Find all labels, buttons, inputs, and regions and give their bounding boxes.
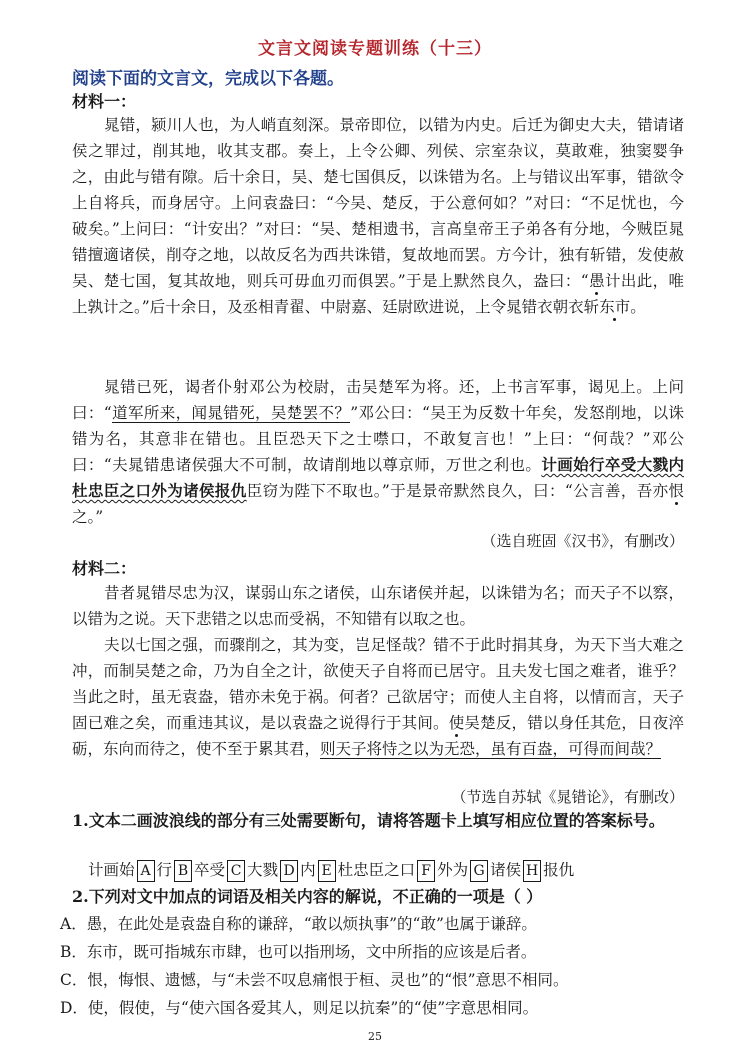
material1-paragraph-1 [72, 112, 684, 320]
segment-text: 内 [300, 861, 316, 879]
material2-paragraph-1: 昔者晁错尽忠为汉，谋弱山东之诸侯，山东诸侯并起，以诛错为名；而天子不以察，以错为之说。天下悲错之以忠而受祸，不知错有以取之也。 [72, 584, 684, 628]
text-run: 晁错已死，谒者仆射邓公为校尉，击吴楚军为将。还，上书言军事，谒见上。上问曰：“ [72, 378, 684, 422]
dotted-word: 愚 [588, 272, 605, 290]
segmentation-boxes [88, 858, 574, 882]
text-run: 晁错，颍川人也，为人峭直刻深。景帝即位，以错为内史。后迁为御史大夫，错请诸侯之罪过，削其地，收其支郡。奏上，上令公卿、列侯、宗室杂议，莫敢难，独窦婴争之，由此与错有隙。后十余日，吴、楚七国俱反，以诛错为名。上与错议出军事，错欲令上自将兵，而身居守。上问袁盎曰：“今吴、楚反，于公意何如？”对曰：“不足忧也，今破矣。”上问曰：“计安出？”对曰：“吴、楚相遗书，言高皇帝王子弟各有分地，今贼臣晁错擅適诸侯，削夺之地，以故反名为西共诛错，复故地而罢。方今计，独有斩错，发使赦吴、楚七国，复其故地，则兵可毋血刃而俱罢。”于是上默然良久，盎曰：“ [72, 116, 684, 290]
option-d[interactable]: D．使，假使，与“使六国各爱其人，则足以抗秦”的“使”字意思相同。 [60, 999, 539, 1017]
text-run: 夫以七国之强，而骤削之，其为变，岂足怪哉？错不于此时捐其身，为天下当大难之冲，而制吴楚之命，乃为自全之计，欲使天子自将而已居守。且夫发七国之难者，谁乎？当此之时，虽无袁盎，错亦未免于祸。何者？己欲居守；而使人主自将，以情而言，天子固已难之矣，而重违其议，是以袁盎之说得行于其间。 [72, 636, 684, 732]
material1-paragraph-2 [72, 374, 684, 530]
option-c[interactable]: C．恨，悔恨、遗憾，与“未尝不叹息痛恨于桓、灵也”的“恨”意思不相同。 [60, 971, 569, 989]
answer-box-f[interactable]: F [417, 860, 435, 882]
page-title: 文言文阅读专题训练（十三） [258, 39, 492, 59]
instruction: 阅读下面的文言文，完成以下各题。 [72, 69, 344, 89]
answer-box-e[interactable]: E [318, 860, 336, 882]
dotted-word: 使 [448, 714, 465, 732]
text-run: 之。” [72, 508, 104, 526]
underlined-text: 道军所来，闻晁错死，吴楚罢不？ [111, 404, 351, 422]
text-run: 吴楚反，错以身任其危，日夜淬砺，东向而待之，使不至于累其君， [72, 714, 684, 758]
text-run: 计出此，唯上孰计之。”后十余日，及丞相青翟、中尉嘉、廷尉欧进说，上令晁错衣朝衣斩 [72, 272, 684, 316]
material1-heading: 材料一： [72, 92, 137, 111]
segment-text: 杜忠臣之口 [337, 861, 416, 879]
material2-source: （节选自苏轼《晁错论》，有删改） [451, 788, 684, 806]
option-b[interactable]: B．东市，既可指城东市肆，也可以指刑场，文中所指的应该是后者。 [60, 943, 537, 961]
segment-text: 外为 [437, 861, 469, 879]
material2-paragraph-2 [72, 632, 684, 762]
segment-text: 计画始 [88, 861, 135, 879]
underlined-text: 则天子将恃之以为无恐，虽有百盎，可得而间哉？ [320, 740, 662, 758]
page-number: 25 [368, 1030, 382, 1043]
segment-text: 卒受 [194, 861, 226, 879]
answer-box-a[interactable]: A [137, 860, 155, 882]
text-run: 。 [630, 298, 646, 316]
option-a[interactable]: A．愚，在此处是袁盎自称的谦辞，“敢以烦执事”的“敢”也属于谦辞。 [60, 915, 537, 933]
text-run: 臣窃为陛下不取也。”于是景帝默然良久，曰：“公言善，吾亦 [246, 482, 669, 500]
segment-text: 大戮 [247, 861, 279, 879]
answer-box-d[interactable]: D [280, 860, 298, 882]
material1-source: （选自班固《汉书》，有删改） [481, 532, 684, 550]
answer-box-b[interactable]: B [174, 860, 192, 882]
wavy-underlined-text: 计画始行卒受大戮内杜忠臣之口外为诸侯报仇 [72, 455, 684, 500]
dotted-word: 恨 [668, 482, 684, 500]
segment-text: 诸侯 [490, 861, 522, 879]
segment-text: 行 [156, 861, 173, 879]
answer-box-c[interactable]: C [227, 860, 245, 882]
segment-text: 报仇 [543, 861, 575, 879]
material2-heading: 材料二： [72, 559, 137, 578]
dotted-word: 东市 [599, 298, 631, 316]
answer-box-g[interactable]: G [470, 860, 488, 882]
text-run: ”邓公曰：“吴王为反数十年矣，发怒削地，以诛错为名，其意非在错也。且臣恐天下之士噤口，不敢复言也！”上曰：“何哉？”邓公曰：“夫晁错患诸侯强大不可制，故请削地以尊京师，万世之利也。 [72, 404, 684, 474]
answer-box-h[interactable]: H [523, 860, 541, 882]
question-2: 2.下列对文中加点的词语及相关内容的解说，不正确的一项是（ ） [72, 887, 543, 906]
question-1: 1.文本二画波浪线的部分有三处需要断句，请将答题卡上填写相应位置的答案标号。 [72, 811, 665, 830]
